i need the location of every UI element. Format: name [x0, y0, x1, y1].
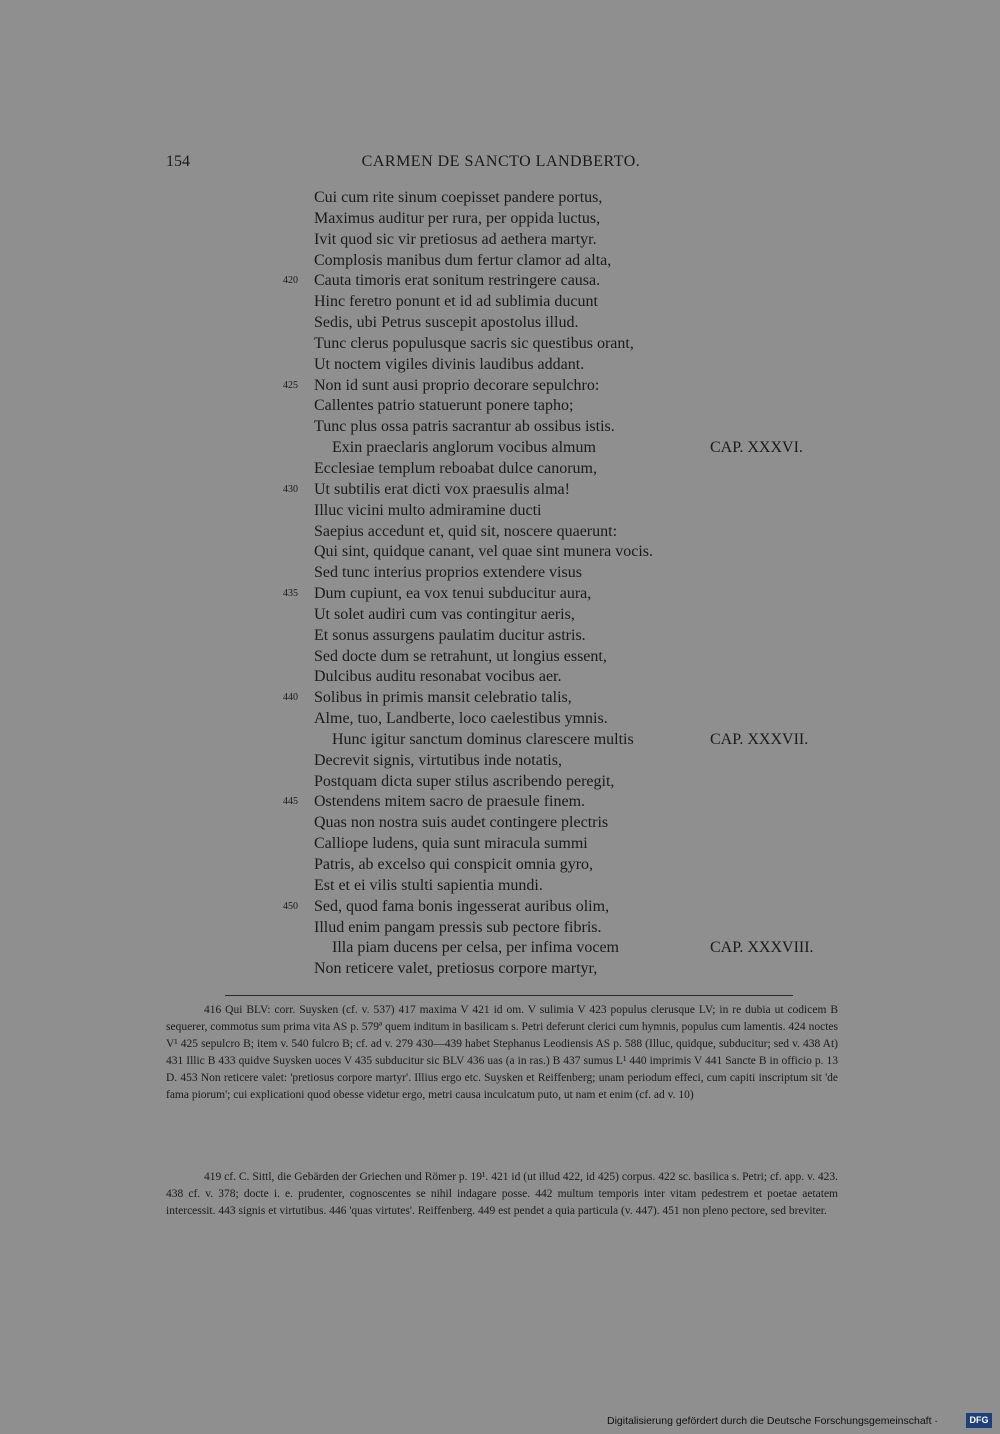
verse-text: Ut noctem vigiles divinis laudibus addant.	[314, 355, 585, 373]
verse-line	[0, 251, 1000, 272]
verse-text: Est et ei vilis stulti sapientia mundi.	[314, 876, 543, 894]
verse-line	[0, 209, 1000, 230]
verse-text: Non reticere valet, pretiosus corpore martyr,	[314, 960, 598, 978]
verse-line	[0, 751, 1000, 772]
verse-block	[0, 188, 1000, 980]
verse-line	[0, 626, 1000, 647]
verse-text: Hinc feretro ponunt et id ad sublimia ducunt	[314, 293, 598, 311]
verse-text: Complosis manibus dum fertur clamor ad alta,	[314, 251, 612, 269]
verse-text: Calliope ludens, quia sunt miracula summi	[314, 835, 588, 853]
verse-line	[0, 292, 1000, 313]
verse-line	[0, 438, 1000, 459]
verse-line	[0, 396, 1000, 417]
verse-line	[0, 417, 1000, 438]
verse-text: Saepius accedunt et, quid sit, noscere quaerunt:	[314, 522, 618, 540]
verse-line	[0, 876, 1000, 897]
verse-text: Postquam dicta super stilus ascribendo peregit,	[314, 772, 615, 790]
line-number: 445	[283, 796, 298, 808]
verse-line	[0, 918, 1000, 939]
verse-line	[0, 647, 1000, 668]
verse-text: Alme, tuo, Landberte, loco caelestibus ymnis.	[314, 710, 608, 728]
verse-text: Tunc clerus populusque sacris sic questibus orant,	[314, 334, 634, 352]
verse-line	[0, 605, 1000, 626]
verse-line	[0, 271, 1000, 292]
running-title: CARMEN DE SANCTO LANDBERTO.	[361, 153, 641, 170]
verse-text: Illud enim pangam pressis sub pectore fibris.	[314, 918, 602, 936]
verse-line	[0, 313, 1000, 334]
verse-line	[0, 855, 1000, 876]
commentary-apparatus	[166, 1169, 838, 1220]
verse-text: Decrevit signis, virtutibus inde notatis,	[314, 751, 562, 769]
verse-text: Quas non nostra suis audet contingere plectris	[314, 814, 609, 832]
line-number: 435	[283, 588, 298, 600]
verse-text: Sed docte dum se retrahunt, ut longius essent,	[314, 647, 607, 665]
verse-text: Sed tunc interius proprios extendere visus	[314, 564, 582, 582]
verse-text: Et sonus assurgens paulatim ducitur astris.	[314, 626, 586, 644]
verse-text: Maximus auditur per rura, per oppida luctus,	[314, 209, 601, 227]
verse-line	[0, 584, 1000, 605]
verse-line	[0, 230, 1000, 251]
verse-line	[0, 688, 1000, 709]
verse-line	[0, 813, 1000, 834]
critical-apparatus	[166, 1002, 838, 1104]
verse-text: Cauta timoris erat sonitum restringere causa.	[314, 272, 601, 290]
verse-text: Dum cupiunt, ea vox tenui subducitur aura,	[314, 585, 592, 603]
verse-line	[0, 563, 1000, 584]
verse-text: Ivit quod sic vir pretiosus ad aethera martyr.	[314, 230, 597, 248]
verse-text: Ostendens mitem sacro de praesule finem.	[314, 793, 586, 811]
dfg-logo-icon: DFG	[966, 1413, 992, 1428]
line-number: 440	[283, 692, 298, 704]
verse-line	[0, 480, 1000, 501]
verse-line	[0, 355, 1000, 376]
page-header	[166, 153, 836, 177]
verse-line	[0, 459, 1000, 480]
verse-line	[0, 897, 1000, 918]
verse-line	[0, 730, 1000, 751]
verse-line	[0, 334, 1000, 355]
verse-text: Dulcibus auditu resonabat vocibus aer.	[314, 668, 562, 686]
verse-text: Illuc vicini multo admiramine ducti	[314, 501, 542, 519]
verse-line	[0, 522, 1000, 543]
line-number: 430	[283, 483, 298, 495]
verse-line	[0, 772, 1000, 793]
chapter-marker: CAP. XXXVI.	[710, 439, 803, 457]
verse-line	[0, 709, 1000, 730]
apparatus-divider	[225, 995, 793, 996]
commentary-apparatus-text: 419 cf. C. Sittl, die Gebärden der Griechen und Römer p. 19¹. 421 id (ut illud 422, id 425) corpus. 422 sc. basilica s. Petri; cf. app. v. 423. 438 cf. v. 378; docte i. e. prudenter, cognoscentes se nihil indagare posse. 442 multum temporis inter vitam pedestrem et poetae aetatem intercessit. 443 signis et virtutibus. 446 'quas virtutes'. Reiffenberg. 449 est pendet a quia particula (v. 447). 451 non pleno pectore, sed breviter.	[166, 1171, 838, 1217]
verse-text: Callentes patrio statuerunt ponere tapho;	[314, 397, 574, 415]
verse-text: Ut solet audiri cum vas contingitur aeris,	[314, 605, 575, 623]
verse-text: Ecclesiae templum reboabat dulce canorum,	[314, 459, 597, 477]
line-number: 450	[283, 900, 298, 912]
critical-apparatus-text: 416 Qui BLV: corr. Suysken (cf. v. 537) 417 maxima V 421 id om. V sulimia V 423 populus clerusque LV; in re dubia ut codicem B sequerer, commotus sum prima vita AS p. 579ª quem inditum in basilicam s. Petri deferunt clerici cum hymnis, populus cum lamentis. 424 noctes V¹ 425 sepulcro B; item v. 540 fulcro B; cf. ad v. 279 430—439 habet Stephanus Leodiensis AS p. 588 (Illuc, quidque, subducitur; sed v. 438 At) 431 Illic B 433 quidve Suysken uoces V 435 subducitur sic BLV 436 uas (a in ras.) B 437 sumus L¹ 440 imprimis V 441 Sancte B in officio p. 13 D. 453 Non reticere valet: 'pretiosus corpore martyr'. Illius ergo etc. Suysken et Reiffenberg; unam periodum effeci, cum capiti inscriptum sit 'de fama piorum'; cui explicationi quod obesse videtur ergo, metri causa inculcatum puto, ut nam et enim (cf. ad v. 10)	[166, 1004, 838, 1101]
chapter-marker: CAP. XXXVII.	[710, 730, 809, 748]
page-number: 154	[166, 153, 190, 170]
verse-text: Hunc igitur sanctum dominus clarescere multis	[332, 730, 634, 748]
verse-text: Exin praeclaris anglorum vocibus almum	[332, 439, 596, 457]
verse-text: Cui cum rite sinum coepisset pandere portus,	[314, 189, 603, 206]
verse-text: Patris, ab excelso qui conspicit omnia gyro,	[314, 856, 594, 873]
verse-line	[0, 959, 1000, 980]
verse-line	[0, 501, 1000, 522]
verse-line	[0, 188, 1000, 209]
verse-text: Non id sunt ausi proprio decorare sepulchro:	[314, 376, 600, 394]
line-number: 420	[283, 275, 298, 287]
verse-text: Sed, quod fama bonis ingesserat auribus olim,	[314, 897, 610, 915]
verse-line	[0, 376, 1000, 397]
verse-line	[0, 792, 1000, 813]
verse-text: Solibus in primis mansit celebratio talis,	[314, 689, 572, 707]
verse-text: Illa piam ducens per celsa, per infima vocem	[332, 939, 619, 957]
chapter-marker: CAP. XXXVIII.	[710, 939, 814, 957]
verse-line	[0, 542, 1000, 563]
verse-text: Qui sint, quidque canant, vel quae sint munera vocis.	[314, 543, 654, 561]
verse-line	[0, 667, 1000, 688]
verse-line	[0, 834, 1000, 855]
line-number: 425	[283, 379, 298, 391]
verse-text: Tunc plus ossa patris sacrantur ab ossibus istis.	[314, 418, 615, 436]
verse-text: Sedis, ubi Petrus suscepit apostolus illud.	[314, 314, 579, 332]
funding-note: Digitalisierung gefördert durch die Deutsche Forschungsgemeinschaft ·	[607, 1415, 938, 1427]
verse-line	[0, 938, 1000, 959]
verse-text: Ut subtilis erat dicti vox praesulis alma!	[314, 480, 570, 498]
